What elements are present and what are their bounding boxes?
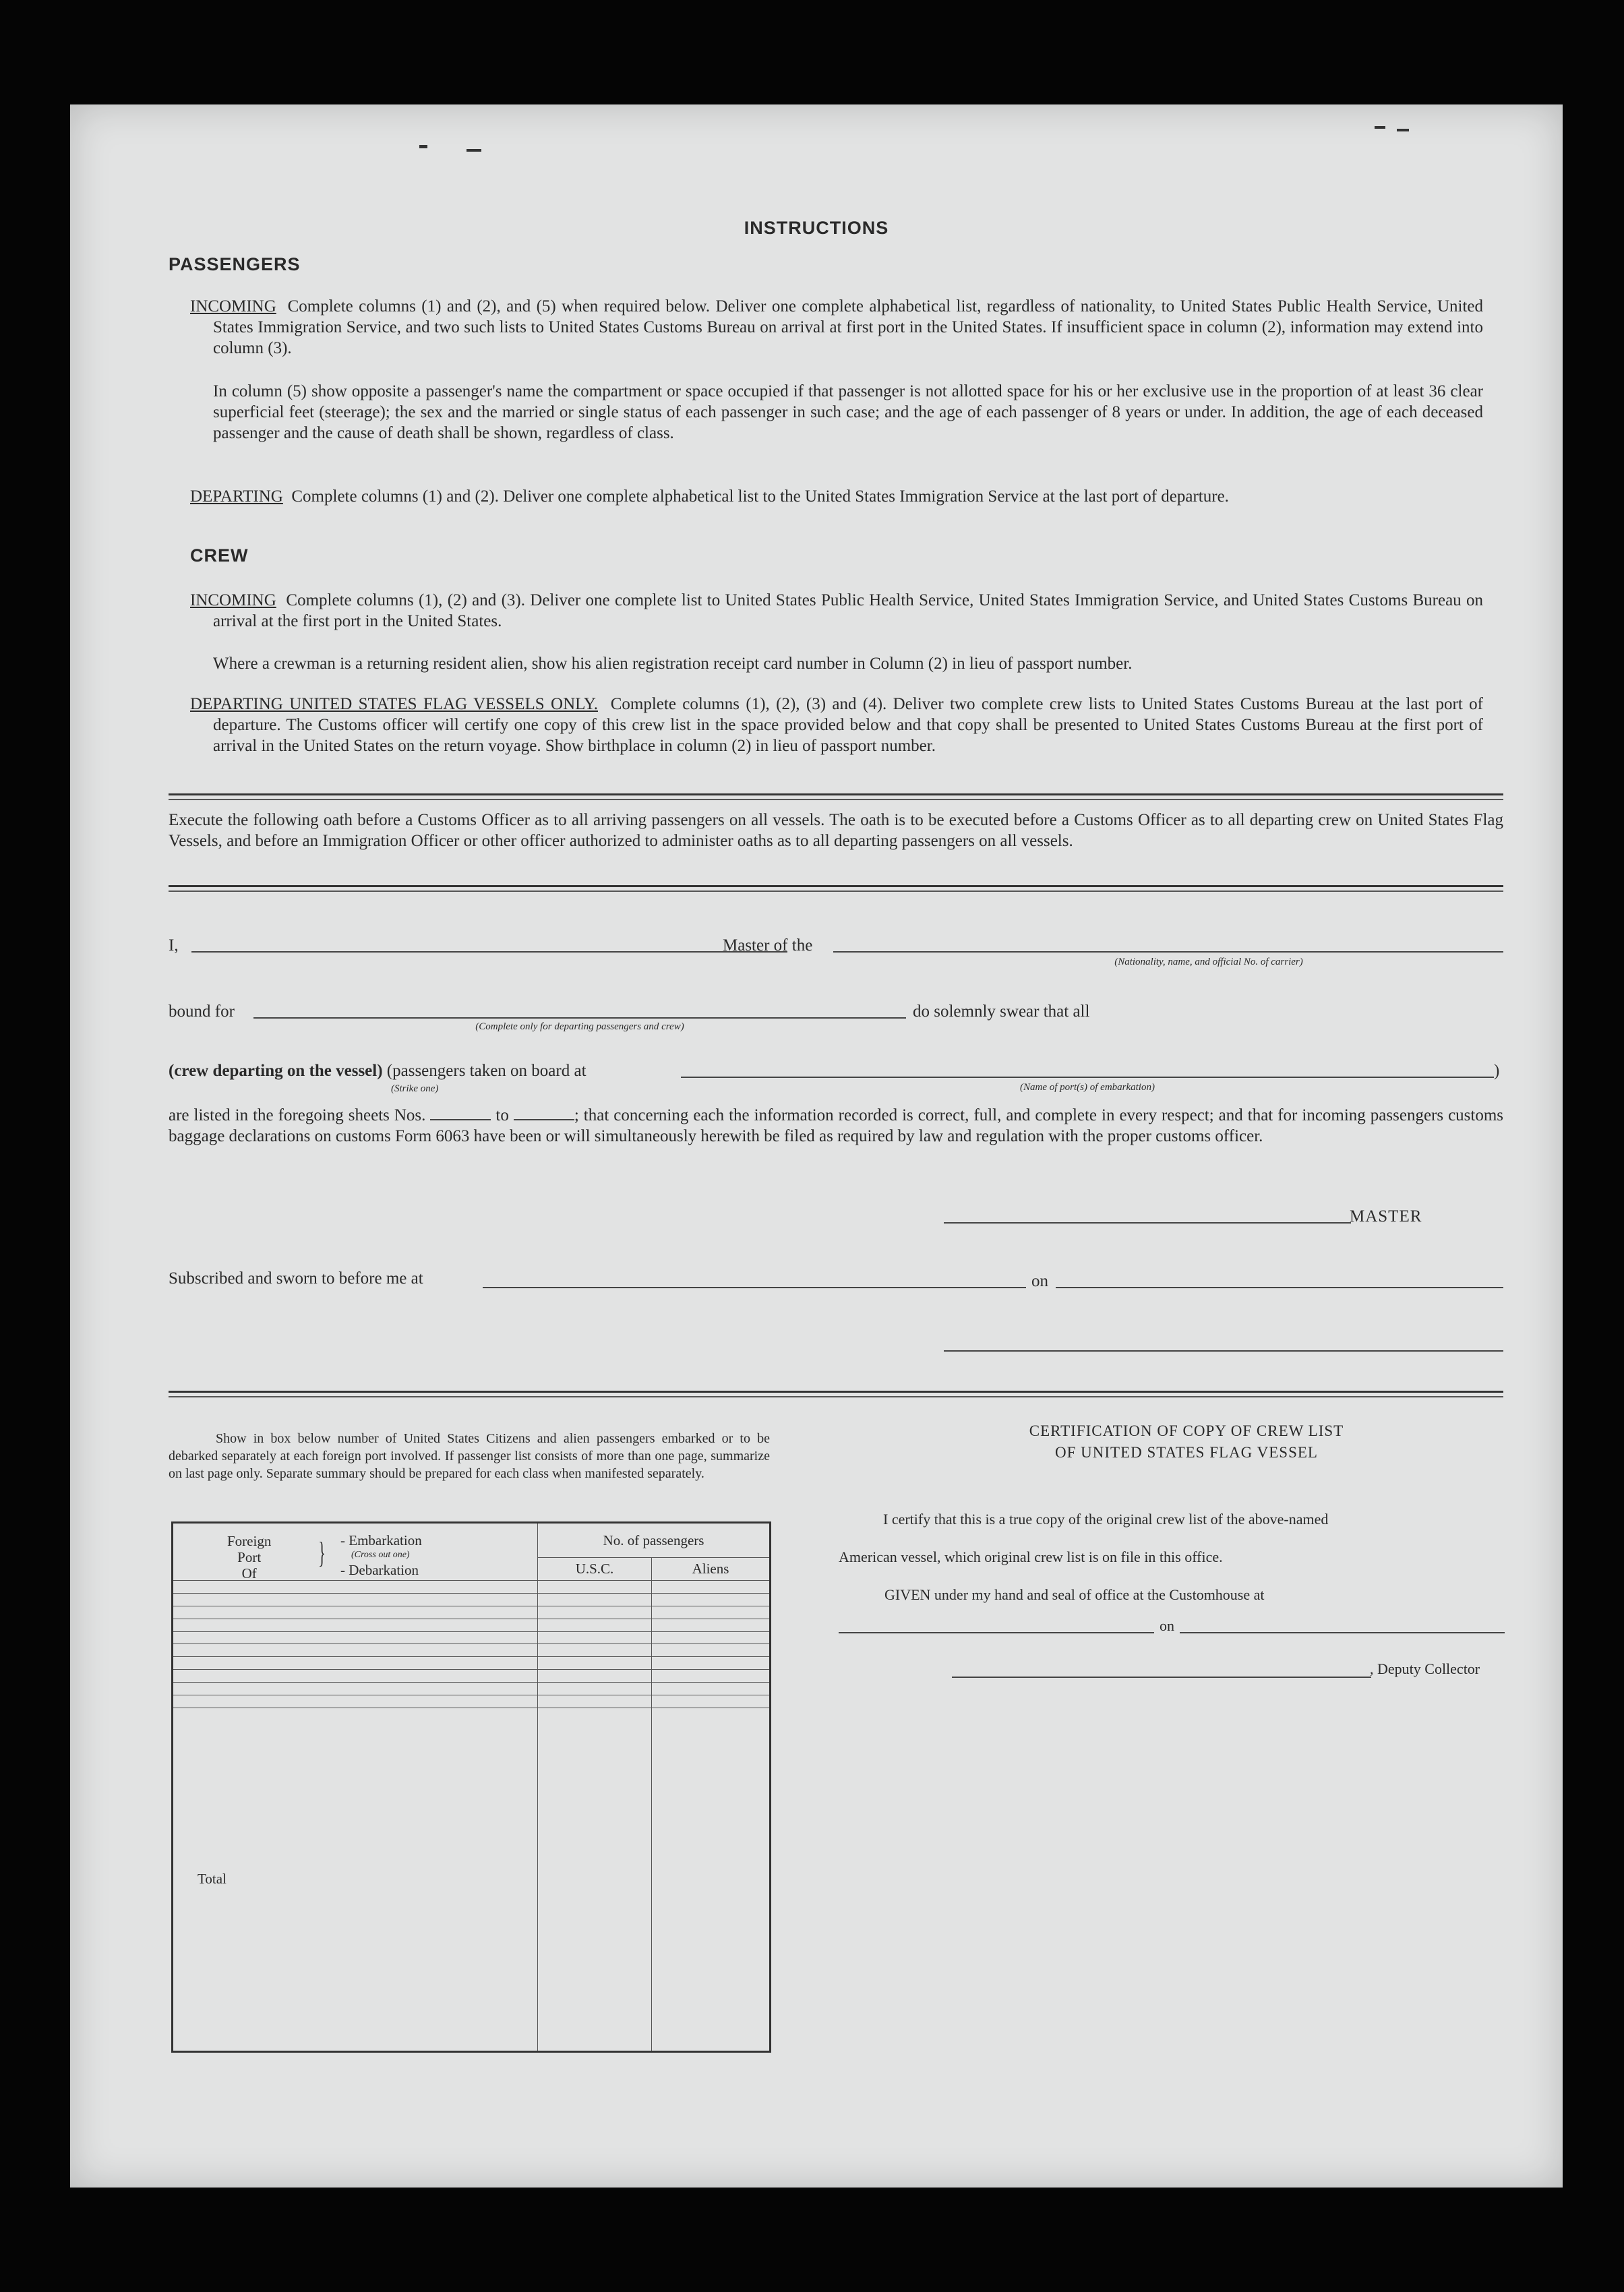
certification-place-line[interactable] bbox=[839, 1632, 1154, 1633]
port-cell[interactable] bbox=[173, 1657, 538, 1670]
crew-departing-text: Complete columns (1), (2), (3) and (4). Deliver two complete crew lists to United States Customs Bureau at the last port of departure. The Customs officer will certify one copy of this crew list in the space provided below and that copy shall be presented to United States Customs Bureau at the first port of arrival in the United States on the return voyage. Show birthplace in column (2) in lieu of passport number. bbox=[213, 695, 1483, 755]
subscribed-label: Subscribed and sworn to before me at bbox=[169, 1269, 423, 1288]
usc-cell[interactable] bbox=[538, 1581, 652, 1594]
certification-date-line[interactable] bbox=[1180, 1632, 1505, 1633]
sheet-from-blank[interactable] bbox=[430, 1107, 491, 1120]
instructions-title: INSTRUCTIONS bbox=[744, 218, 889, 238]
usc-cell[interactable] bbox=[538, 1593, 652, 1606]
oath-i-label: I, bbox=[169, 936, 179, 955]
divider bbox=[169, 799, 1503, 800]
deputy-collector-label: , Deputy Collector bbox=[1370, 1660, 1480, 1677]
summary-note-text: Show in box below number of United States Citizens and alien passengers embarked or to be debarked separately at each foreign port involved. If passenger list consists of more than one page, summarize on last page only. Separate summary should be prepared for each class when manifested separately. bbox=[169, 1431, 770, 1481]
usc-cell[interactable] bbox=[538, 1631, 652, 1644]
master-signature-line[interactable] bbox=[944, 1222, 1351, 1224]
crew-heading: CREW bbox=[190, 545, 249, 566]
foreign-label: Foreign bbox=[227, 1533, 272, 1549]
passengers-incoming-paragraph bbox=[190, 296, 1483, 359]
strike-one-note: (Strike one) bbox=[391, 1083, 439, 1094]
stray-mark bbox=[419, 145, 427, 148]
oath-crew-departing-label bbox=[169, 1060, 587, 1081]
aliens-header: Aliens bbox=[652, 1558, 771, 1581]
port-header-cell bbox=[173, 1523, 538, 1581]
deputy-signature-line[interactable] bbox=[952, 1677, 1371, 1678]
crew-departing-label: DEPARTING UNITED STATES FLAG VESSELS ONLY. bbox=[190, 695, 598, 713]
usc-cell[interactable] bbox=[538, 1695, 652, 1708]
port-cell[interactable] bbox=[173, 1695, 538, 1708]
sworn-at-line[interactable] bbox=[483, 1287, 1026, 1288]
table-row bbox=[173, 1695, 771, 1708]
ports-summary-table bbox=[171, 1521, 771, 2053]
table-row bbox=[173, 1683, 771, 1695]
table-row bbox=[173, 1631, 771, 1644]
aliens-cell[interactable] bbox=[652, 1619, 771, 1631]
aliens-cell[interactable] bbox=[652, 1670, 771, 1683]
embarkation-option[interactable]: - Embarkation bbox=[340, 1532, 422, 1548]
total-row bbox=[173, 1708, 771, 2051]
crew-departing-option: (crew departing on the vessel) bbox=[169, 1062, 383, 1080]
of-label: Of bbox=[241, 1565, 257, 1581]
complete-only-note: (Complete only for departing passengers and crew) bbox=[475, 1021, 684, 1032]
stray-mark bbox=[467, 149, 481, 152]
port-cell[interactable] bbox=[173, 1670, 538, 1683]
oath-bound-for-label: bound for bbox=[169, 1002, 235, 1021]
table-row bbox=[173, 1644, 771, 1657]
embark-options bbox=[340, 1533, 422, 1577]
port-cell[interactable] bbox=[173, 1619, 538, 1631]
nationality-note: (Nationality, name, and official No. of carrier) bbox=[1114, 957, 1303, 967]
total-label: Total bbox=[173, 1708, 538, 2051]
ports-line[interactable] bbox=[681, 1077, 1494, 1078]
aliens-cell[interactable] bbox=[652, 1606, 771, 1619]
crew-incoming-label: INCOMING bbox=[190, 591, 276, 609]
usc-total-cell[interactable] bbox=[538, 1708, 652, 2051]
officer-signature-line[interactable] bbox=[944, 1350, 1503, 1352]
port-label: Port bbox=[237, 1549, 262, 1565]
to-label: to bbox=[495, 1106, 509, 1124]
usc-cell[interactable] bbox=[538, 1657, 652, 1670]
certify-line2: American vessel, which original crew list is on file in this office. bbox=[839, 1548, 1223, 1565]
oath-intro-paragraph bbox=[169, 810, 1503, 851]
aliens-cell[interactable] bbox=[652, 1644, 771, 1657]
passengers-incoming-label: INCOMING bbox=[190, 297, 276, 315]
aliens-cell[interactable] bbox=[652, 1695, 771, 1708]
document-page bbox=[70, 104, 1563, 2188]
crew-departing-paragraph bbox=[190, 694, 1483, 756]
certify-line1: I certify that this is a true copy of the original crew list of the above-named bbox=[883, 1511, 1329, 1528]
cross-out-note: (Cross out one) bbox=[351, 1550, 410, 1560]
oath-master-of-label: Master of the bbox=[723, 936, 813, 955]
divider bbox=[169, 885, 1503, 887]
master-label: MASTER bbox=[1350, 1207, 1422, 1226]
certification-title bbox=[849, 1420, 1524, 1464]
table-row bbox=[173, 1581, 771, 1594]
stray-mark bbox=[1375, 126, 1385, 129]
sworn-date-line[interactable] bbox=[1056, 1287, 1503, 1288]
foreign-port-of-label bbox=[227, 1533, 271, 1581]
sworn-on-label: on bbox=[1031, 1272, 1048, 1290]
sheet-to-blank[interactable] bbox=[514, 1107, 574, 1120]
passengers-heading: PASSENGERS bbox=[169, 254, 301, 274]
listed-prefix: are listed in the foregoing sheets Nos. bbox=[169, 1106, 426, 1124]
crew-alien-text: Where a crewman is a returning resident alien, show his alien registration receipt card number in Column (2) in lieu of passport number. bbox=[213, 655, 1133, 673]
ports-note: (Name of port(s) of embarkation) bbox=[1020, 1082, 1155, 1093]
stray-mark bbox=[1397, 129, 1409, 131]
passengers-departing-label: DEPARTING bbox=[190, 487, 283, 506]
table-row bbox=[173, 1619, 771, 1631]
certification-title-line1: CERTIFICATION OF COPY OF CREW LIST bbox=[1029, 1422, 1344, 1439]
close-paren: ) bbox=[1494, 1062, 1500, 1080]
oath-solemnly-label: do solemnly swear that all bbox=[913, 1002, 1090, 1021]
aliens-cell[interactable] bbox=[652, 1683, 771, 1695]
table-row bbox=[173, 1670, 771, 1683]
passengers-departing-paragraph bbox=[190, 486, 1483, 507]
passengers-departing-text: Complete columns (1) and (2). Deliver one complete alphabetical list to the United States Immigration Service at the last port of departure. bbox=[291, 487, 1229, 506]
divider bbox=[169, 1396, 1503, 1397]
table-header-row bbox=[173, 1523, 771, 1558]
crew-incoming-paragraph bbox=[190, 590, 1483, 632]
crew-alien-paragraph bbox=[213, 653, 1483, 674]
usc-cell[interactable] bbox=[538, 1644, 652, 1657]
bound-for-line[interactable] bbox=[253, 1017, 906, 1019]
aliens-cell[interactable] bbox=[652, 1581, 771, 1594]
passengers-column5-paragraph bbox=[213, 381, 1483, 444]
master-name-line[interactable] bbox=[191, 951, 787, 953]
port-cell[interactable] bbox=[173, 1683, 538, 1695]
port-cell[interactable] bbox=[173, 1644, 538, 1657]
debarkation-option[interactable]: - Debarkation bbox=[340, 1562, 419, 1578]
usc-cell[interactable] bbox=[538, 1619, 652, 1631]
no-of-passengers-header: No. of passengers bbox=[538, 1523, 771, 1558]
table-row bbox=[173, 1657, 771, 1670]
divider bbox=[169, 793, 1503, 795]
port-cell[interactable] bbox=[173, 1606, 538, 1619]
usc-cell[interactable] bbox=[538, 1670, 652, 1683]
port-cell[interactable] bbox=[173, 1593, 538, 1606]
aliens-cell[interactable] bbox=[652, 1631, 771, 1644]
divider bbox=[169, 1391, 1503, 1393]
aliens-total-cell[interactable] bbox=[652, 1708, 771, 2051]
port-cell[interactable] bbox=[173, 1631, 538, 1644]
certification-title-line2: OF UNITED STATES FLAG VESSEL bbox=[1055, 1444, 1318, 1461]
table-row bbox=[173, 1593, 771, 1606]
usc-cell[interactable] bbox=[538, 1606, 652, 1619]
divider bbox=[169, 891, 1503, 892]
certification-on-label: on bbox=[1160, 1617, 1174, 1634]
passengers-incoming-text: Complete columns (1) and (2), and (5) when required below. Deliver one complete alphabetical list, regardless of nationality, to United States Public Health Service, United States Immigration Service, and two such lists to United States Customs Bureau on arrival at first port in the United States. If insufficient space in column (2), information may extend into column (3). bbox=[213, 297, 1484, 357]
usc-header: U.S.C. bbox=[538, 1558, 652, 1581]
crew-incoming-text: Complete columns (1), (2) and (3). Deliver one complete list to United States Public Health Service, United States Immigration Service, and United States Customs Bureau on arrival at the first port in the United States. bbox=[213, 591, 1483, 630]
table-row bbox=[173, 1606, 771, 1619]
passengers-taken-option: (passengers taken on board at bbox=[386, 1062, 587, 1080]
summary-note-paragraph bbox=[169, 1430, 770, 1482]
listed-suffix: ; that concerning each the information recorded is correct, full, and complete in every respect; and that for incoming passengers customs baggage declarations on customs Form 6063 have been or will simultaneously herewith be filed as required by law and regulation with the proper customs officer. bbox=[169, 1106, 1504, 1145]
carrier-line[interactable] bbox=[833, 951, 1503, 953]
port-cell[interactable] bbox=[173, 1581, 538, 1594]
oath-intro-text: Execute the following oath before a Customs Officer as to all arriving passengers on all vessels. The oath is to be executed before a Customs Officer as to all departing crew on United States Flag Vessels, and before an Immigration Officer or other officer authorized to administer oaths as to all departing passengers on all vessels. bbox=[169, 811, 1503, 850]
aliens-cell[interactable] bbox=[652, 1593, 771, 1606]
brace-icon: } bbox=[318, 1536, 326, 1569]
passengers-column5-text: In column (5) show opposite a passenger's name the compartment or space occupied if that passenger is not allotted space for his or her exclusive use in the proportion of at least 36 clear superficial feet (steerage); the sex and the married or single status of each passenger in such case; and the age of each passenger of 8 years or under. In addition, the age of each deceased passenger and the cause of death shall be shown, regardless of class. bbox=[213, 382, 1483, 442]
given-text: GIVEN under my hand and seal of office at the Customhouse at bbox=[884, 1586, 1265, 1603]
usc-cell[interactable] bbox=[538, 1683, 652, 1695]
oath-listed-paragraph bbox=[169, 1105, 1503, 1147]
aliens-cell[interactable] bbox=[652, 1657, 771, 1670]
